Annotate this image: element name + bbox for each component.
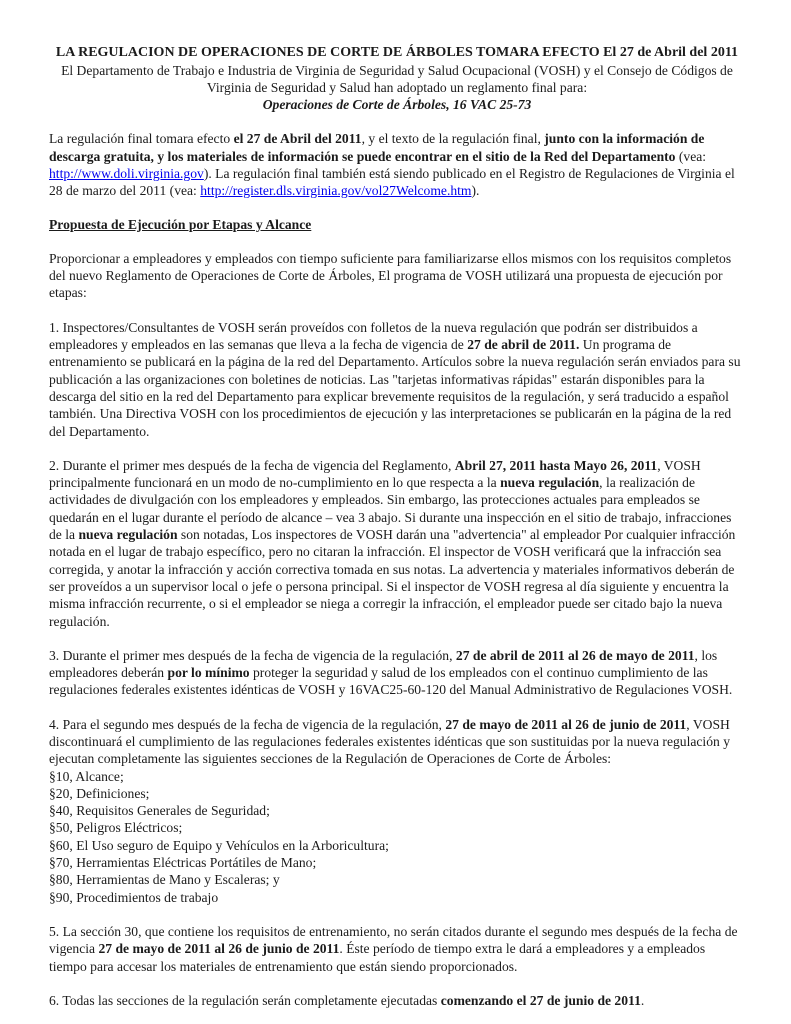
numbered-item-3 <box>49 647 745 699</box>
section-list-item: §50, Peligros Eléctricos; <box>49 820 183 836</box>
text-segment: , los empleadores deberán <box>49 647 718 681</box>
text-segment: junto con la información de descarga gratuita, y los materiales de información se puede encontrar en el sitio de la Red del Departamento <box>49 131 705 164</box>
text-segment: 27 de abril de 2011. <box>467 337 580 353</box>
text-segment: 3. Durante el primer mes después de la fecha de vigencia de la regulación, <box>49 647 456 663</box>
text-segment: 1. Inspectores/Consultantes de VOSH serán proveídos con folletos de la nueva regulación que podrán ser distribuidos a empleadores y empleados en las semanas que lleva a la fecha de vigencia de <box>49 319 698 353</box>
text-segment: 4. Para el segundo mes después de la fecha de vigencia de la regulación, <box>49 716 446 732</box>
numbered-item-1 <box>49 319 745 440</box>
text-segment: 6. Todas las secciones de la regulación serán completamente ejecutadas <box>49 992 441 1008</box>
text-segment: ). <box>471 183 480 199</box>
section-list-item: §10, Alcance; <box>49 768 124 784</box>
section-list-item: §40, Requisitos Generales de Seguridad; <box>49 803 270 819</box>
text-segment: por lo mínimo <box>167 665 250 681</box>
text-segment: proteger la seguridad y salud de los empleados con el continuo cumplimiento de las regulaciones federales existentes idénticas de VOSH y 16VAC25-60-120 del Manual Administrativo de Regulaciones VOSH. <box>49 665 733 698</box>
text-segment: 27 de mayo de 2011 al 26 de junio de 2011 <box>445 716 687 732</box>
text-segment: (vea: <box>675 148 707 164</box>
text-segment: son notadas, Los inspectores de VOSH darán una "advertencia" al empleador Por cualquier infracción notada en el lugar de trabajo específico, pero no citaran la infracción. El inspector de VOSH verificará que la infracción sea corregida, y anotar la infracción y acción correctiva tomada en sus notas. La advertencia y materiales informativos deberán de ser proveídos a un supervisor local o jefe o persona principal. Si el inspector de VOSH regresa al día siguiente y encuentra la misma infracción recurrente, o si el empleador se niega a corregir la infracción, el empleador puede ser citado bajo la nueva regulación. <box>49 527 736 629</box>
hyperlink[interactable]: http://www.doli.virginia.gov <box>49 165 204 181</box>
text-segment: . Éste período de tiempo extra le dará a empleadores y a empleados tiempo para accesar los materiales de entrenamiento que están siendo proporcionados. <box>49 941 706 974</box>
section-list-item: §20, Definiciones; <box>49 785 150 801</box>
text-segment: La regulación final tomara efecto <box>49 131 234 147</box>
text-segment: ). La regulación final también está siendo publicado en el Registro de Regulaciones de Virginia el 28 de marzo del 2011 (vea: <box>49 165 735 199</box>
document-header <box>49 44 745 113</box>
regulation-name: Operaciones de Corte de Árboles, 16 VAC 25-73 <box>262 97 532 113</box>
intro-paragraph <box>49 130 745 199</box>
section-list-item: §60, El Uso seguro de Equipo y Vehículos en la Arboricultura; <box>49 837 389 853</box>
numbered-item-4 <box>49 716 745 768</box>
text-segment: 5. La sección 30, que contiene los requisitos de entrenamiento, no serán citados durante el segundo mes después de la fecha de vigencia <box>49 923 738 957</box>
text-segment: Un programa de entrenamiento se publicará en la página de la red del Departamento. Artículos sobre la nueva regulación serán enviados para su publicación a las organizaciones con boletines de noticias. Las "tarjetas informativas rápidas" estarán disponibles para la descarga del sitio en la red del Departamento para explicar brevemente requisitos de la regulación, y será traducido a español también. Una Directiva VOSH con los procedimientos de ejecución y las interpretaciones se publicarán en la página de la red del Departamento. <box>49 337 741 439</box>
document-title: LA REGULACION DE OPERACIONES DE CORTE DE ÁRBOLES TOMARA EFECTO El 27 de Abril del 2011 <box>55 45 739 60</box>
text-segment: , VOSH discontinuará el cumplimiento de las regulaciones federales existentes idénticas que son sustituidas por la nueva regulación y ejecutan completamente las siguientes secciones de la Regulación de Operaciones de Corte de Árboles: <box>49 716 730 767</box>
numbered-item-2 <box>49 457 745 630</box>
text-segment: . <box>640 992 645 1008</box>
numbered-item-6 <box>49 992 745 1009</box>
text-segment: , VOSH principalmente funcionará en un modo de no-cumplimiento en lo que respecta a la <box>49 457 701 491</box>
text-segment: nueva regulación <box>500 475 600 491</box>
document-subtitle: El Departamento de Trabajo e Industria de Virginia de Seguridad y Salud Ocupacional (VOSH) y el Consejo de Códigos de Virginia de Seguridad y Salud han adoptado un reglamento final para: <box>61 62 733 95</box>
text-segment: , la realización de actividades de divulgación con los empleadores y empleados. Sin embargo, las protecciones actuales para empleados se quedarán en el lugar durante el período de alcance – vea 3 abajo. Si durante una inspección en el sitio de trabajo, infracciones de la <box>49 475 732 543</box>
overview-paragraph: Proporcionar a empleadores y empleados con tiempo suficiente para familiarizarse ellos mismos con los requisitos completos del nuevo Reglamento de Operaciones de Corte de Árboles, El programa de VOSH utilizará una propuesta de ejecución por etapas: <box>49 250 732 301</box>
section-list-item: §70, Herramientas Eléctricas Portátiles de Mano; <box>49 855 317 871</box>
text-segment: 27 de abril de 2011 al 26 de mayo de 2011 <box>455 647 695 663</box>
text-segment: Abril 27, 2011 hasta Mayo 26, 2011 <box>454 457 658 473</box>
phase-heading: Propuesta de Ejecución por Etapas y Alcance <box>49 216 312 232</box>
sections-list <box>49 768 745 906</box>
text-segment: 2. Durante el primer mes después de la fecha de vigencia del Reglamento, <box>49 457 455 473</box>
numbered-item-5 <box>49 923 745 975</box>
hyperlink[interactable]: http://register.dls.virginia.gov/vol27Welcome.htm <box>200 183 472 199</box>
numbered-item-4-block <box>49 716 745 906</box>
text-segment: el 27 de Abril del 2011 <box>233 131 362 147</box>
text-segment: comenzando el 27 de junio de 2011 <box>440 992 641 1008</box>
section-list-item: §90, Procedimientos de trabajo <box>49 889 219 905</box>
section-list-item: §80, Herramientas de Mano y Escaleras; y <box>49 872 280 888</box>
text-segment: nueva regulación <box>78 527 178 543</box>
text-segment: , y el texto de la regulación final, <box>361 131 545 147</box>
text-segment: 27 de mayo de 2011 al 26 de junio de 2011 <box>98 941 340 957</box>
